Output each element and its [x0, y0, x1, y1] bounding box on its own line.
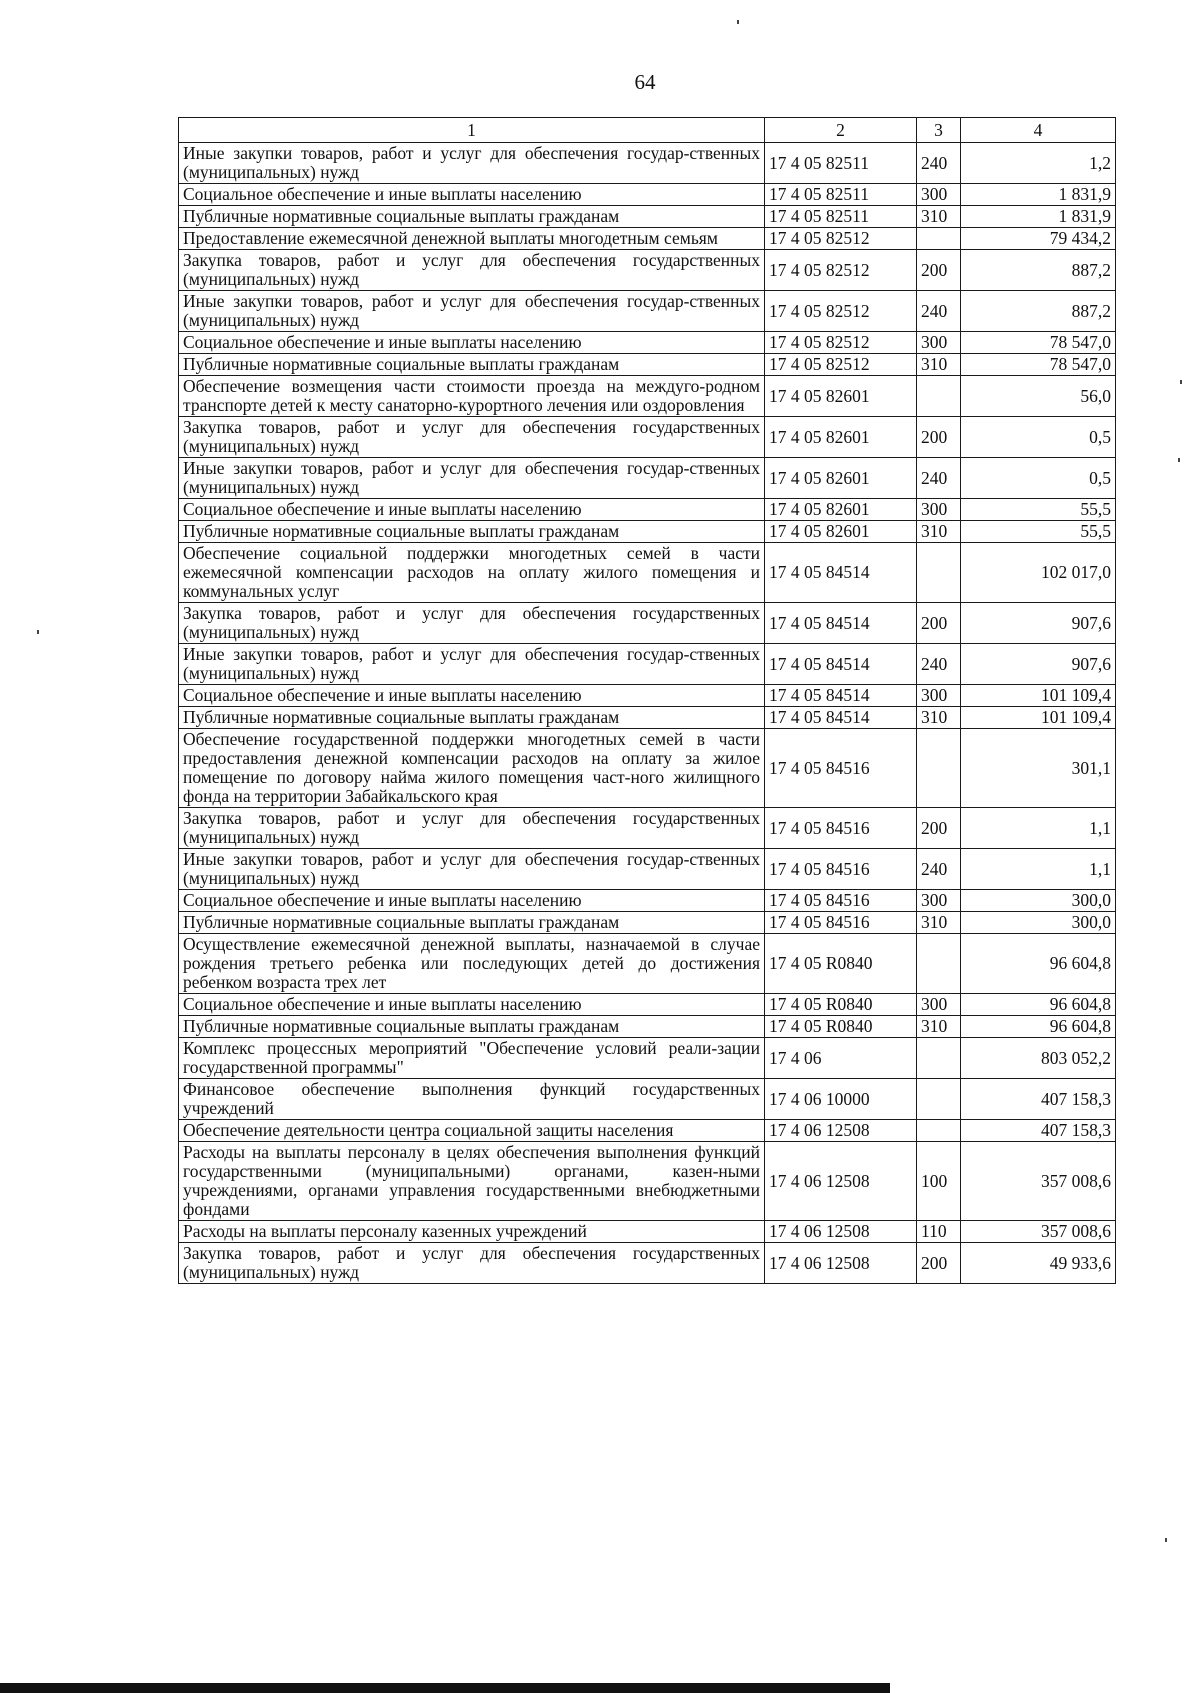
- table-row: [179, 1243, 1116, 1284]
- table-row: [179, 912, 1116, 934]
- cell-code: 17 4 05 84514: [765, 644, 917, 685]
- cell-name: Закупка товаров, работ и услуг для обеспечения государственных (муниципальных) нужд: [179, 1243, 765, 1284]
- cell-name: Социальное обеспечение и иные выплаты населению: [179, 685, 765, 707]
- cell-amount: 0,5: [961, 417, 1116, 458]
- cell-type: 300: [917, 994, 961, 1016]
- table-row: [179, 729, 1116, 808]
- cell-name: Публичные нормативные социальные выплаты гражданам: [179, 707, 765, 729]
- cell-type: 310: [917, 1016, 961, 1038]
- column-header-amount: 4: [961, 118, 1116, 143]
- table-row: [179, 206, 1116, 228]
- cell-code: 17 4 05 82601: [765, 376, 917, 417]
- cell-name: Социальное обеспечение и иные выплаты населению: [179, 184, 765, 206]
- cell-name: Закупка товаров, работ и услуг для обеспечения государственных (муниципальных) нужд: [179, 417, 765, 458]
- cell-type: 200: [917, 417, 961, 458]
- cell-name: Социальное обеспечение и иные выплаты населению: [179, 332, 765, 354]
- cell-code: 17 4 05 82511: [765, 206, 917, 228]
- cell-type: 100: [917, 1142, 961, 1221]
- cell-amount: 300,0: [961, 912, 1116, 934]
- cell-amount: 56,0: [961, 376, 1116, 417]
- table-row: [179, 1016, 1116, 1038]
- cell-code: 17 4 05 82512: [765, 332, 917, 354]
- cell-code: 17 4 05 84516: [765, 849, 917, 890]
- cell-amount: 407 158,3: [961, 1079, 1116, 1120]
- cell-type: 110: [917, 1221, 961, 1243]
- cell-name: Публичные нормативные социальные выплаты гражданам: [179, 1016, 765, 1038]
- cell-code: 17 4 05 82601: [765, 417, 917, 458]
- table-row: [179, 685, 1116, 707]
- cell-code: 17 4 05 84516: [765, 890, 917, 912]
- table-row: [179, 1079, 1116, 1120]
- table-row: [179, 458, 1116, 499]
- cell-type: 200: [917, 250, 961, 291]
- table-row: [179, 521, 1116, 543]
- cell-name: Обеспечение деятельности центра социальной защиты населения: [179, 1120, 765, 1142]
- table-row: [179, 1120, 1116, 1142]
- cell-amount: 887,2: [961, 250, 1116, 291]
- cell-type: 310: [917, 521, 961, 543]
- cell-type: 200: [917, 808, 961, 849]
- table-row: [179, 1142, 1116, 1221]
- cell-code: 17 4 05 R0840: [765, 994, 917, 1016]
- cell-amount: 96 604,8: [961, 934, 1116, 994]
- page-number: 64: [634, 70, 656, 94]
- table-row: [179, 143, 1116, 184]
- cell-amount: 1 831,9: [961, 206, 1116, 228]
- cell-amount: 101 109,4: [961, 685, 1116, 707]
- cell-type: [917, 729, 961, 808]
- cell-code: 17 4 05 82511: [765, 143, 917, 184]
- cell-type: [917, 1079, 961, 1120]
- cell-code: 17 4 05 84516: [765, 729, 917, 808]
- cell-type: 300: [917, 332, 961, 354]
- cell-amount: 55,5: [961, 499, 1116, 521]
- cell-name: Закупка товаров, работ и услуг для обеспечения государственных (муниципальных) нужд: [179, 808, 765, 849]
- cell-type: 240: [917, 458, 961, 499]
- cell-type: 300: [917, 184, 961, 206]
- table-row: [179, 890, 1116, 912]
- cell-code: 17 4 05 82601: [765, 499, 917, 521]
- table-row: [179, 644, 1116, 685]
- cell-type: 310: [917, 206, 961, 228]
- cell-type: [917, 543, 961, 603]
- cell-name: Осуществление ежемесячной денежной выплаты, назначаемой в случае рождения третьего ребенка или последующих детей до достижения ребенком возраста трех лет: [179, 934, 765, 994]
- cell-code: 17 4 06 12508: [765, 1243, 917, 1284]
- cell-amount: 96 604,8: [961, 994, 1116, 1016]
- cell-amount: 96 604,8: [961, 1016, 1116, 1038]
- cell-code: 17 4 05 82512: [765, 250, 917, 291]
- cell-name: Обеспечение государственной поддержки многодетных семей в части предоставления денежной компенсации расходов на оплату за жилое помещение по договору найма жилого помещения част-ного жилищного фонда на территории Забайкальского края: [179, 729, 765, 808]
- cell-code: 17 4 05 84516: [765, 912, 917, 934]
- scan-speck: [1178, 458, 1180, 462]
- table-row: [179, 808, 1116, 849]
- cell-code: 17 4 05 R0840: [765, 934, 917, 994]
- column-header-name: 1: [179, 118, 765, 143]
- cell-name: Закупка товаров, работ и услуг для обеспечения государственных (муниципальных) нужд: [179, 603, 765, 644]
- scan-speck: [37, 630, 39, 634]
- cell-amount: 78 547,0: [961, 332, 1116, 354]
- cell-code: 17 4 05 82511: [765, 184, 917, 206]
- cell-code: 17 4 06 12508: [765, 1221, 917, 1243]
- table-row: [179, 603, 1116, 644]
- cell-name: Публичные нормативные социальные выплаты гражданам: [179, 912, 765, 934]
- table-row: [179, 228, 1116, 250]
- cell-amount: 803 052,2: [961, 1038, 1116, 1079]
- cell-type: 310: [917, 354, 961, 376]
- cell-code: 17 4 05 84514: [765, 543, 917, 603]
- table-row: [179, 417, 1116, 458]
- cell-amount: 301,1: [961, 729, 1116, 808]
- cell-type: 240: [917, 644, 961, 685]
- cell-code: 17 4 06 10000: [765, 1079, 917, 1120]
- cell-name: Иные закупки товаров, работ и услуг для обеспечения государ-ственных (муниципальных) нужд: [179, 291, 765, 332]
- cell-amount: 357 008,6: [961, 1142, 1116, 1221]
- cell-amount: 102 017,0: [961, 543, 1116, 603]
- scan-speck: [1165, 1538, 1167, 1542]
- table-row: [179, 332, 1116, 354]
- cell-type: 240: [917, 291, 961, 332]
- cell-code: 17 4 06 12508: [765, 1120, 917, 1142]
- cell-amount: 78 547,0: [961, 354, 1116, 376]
- cell-type: 310: [917, 707, 961, 729]
- cell-name: Публичные нормативные социальные выплаты гражданам: [179, 206, 765, 228]
- cell-code: 17 4 05 84514: [765, 685, 917, 707]
- cell-type: 200: [917, 1243, 961, 1284]
- table-row: [179, 1038, 1116, 1079]
- cell-type: 240: [917, 849, 961, 890]
- scan-speck: [737, 20, 739, 24]
- cell-code: 17 4 06 12508: [765, 1142, 917, 1221]
- table-row: [179, 543, 1116, 603]
- cell-amount: 887,2: [961, 291, 1116, 332]
- cell-name: Социальное обеспечение и иные выплаты населению: [179, 890, 765, 912]
- cell-code: 17 4 05 84516: [765, 808, 917, 849]
- cell-name: Иные закупки товаров, работ и услуг для обеспечения государ-ственных (муниципальных) нужд: [179, 644, 765, 685]
- cell-name: Предоставление ежемесячной денежной выплаты многодетным семьям: [179, 228, 765, 250]
- cell-amount: 407 158,3: [961, 1120, 1116, 1142]
- cell-amount: 1,2: [961, 143, 1116, 184]
- cell-name: Иные закупки товаров, работ и услуг для обеспечения государ-ственных (муниципальных) нужд: [179, 143, 765, 184]
- table-row: [179, 994, 1116, 1016]
- cell-amount: 907,6: [961, 603, 1116, 644]
- cell-code: 17 4 05 82601: [765, 521, 917, 543]
- cell-name: Иные закупки товаров, работ и услуг для обеспечения государ-ственных (муниципальных) нужд: [179, 458, 765, 499]
- cell-type: [917, 376, 961, 417]
- cell-type: 300: [917, 890, 961, 912]
- cell-type: 310: [917, 912, 961, 934]
- cell-type: [917, 1120, 961, 1142]
- cell-name: Публичные нормативные социальные выплаты гражданам: [179, 354, 765, 376]
- cell-code: 17 4 05 82601: [765, 458, 917, 499]
- cell-amount: 907,6: [961, 644, 1116, 685]
- cell-amount: 357 008,6: [961, 1221, 1116, 1243]
- cell-type: [917, 934, 961, 994]
- cell-name: Иные закупки товаров, работ и услуг для обеспечения государ-ственных (муниципальных) нужд: [179, 849, 765, 890]
- table-row: [179, 376, 1116, 417]
- cell-amount: 55,5: [961, 521, 1116, 543]
- cell-name: Обеспечение социальной поддержки многодетных семей в части ежемесячной компенсации расходов на оплату жилого помещения и коммунальных услуг: [179, 543, 765, 603]
- table-row: [179, 184, 1116, 206]
- cell-amount: 101 109,4: [961, 707, 1116, 729]
- cell-type: [917, 1038, 961, 1079]
- table-header-row: [179, 118, 1116, 143]
- cell-amount: 300,0: [961, 890, 1116, 912]
- cell-type: 200: [917, 603, 961, 644]
- table-row: [179, 499, 1116, 521]
- cell-type: 300: [917, 499, 961, 521]
- cell-name: Публичные нормативные социальные выплаты гражданам: [179, 521, 765, 543]
- column-header-type: 3: [917, 118, 961, 143]
- table-row: [179, 1221, 1116, 1243]
- column-header-code: 2: [765, 118, 917, 143]
- cell-amount: 79 434,2: [961, 228, 1116, 250]
- cell-code: 17 4 05 84514: [765, 707, 917, 729]
- table-row: [179, 934, 1116, 994]
- table-row: [179, 707, 1116, 729]
- cell-amount: 0,5: [961, 458, 1116, 499]
- cell-amount: 1,1: [961, 808, 1116, 849]
- cell-name: Комплекс процессных мероприятий "Обеспечение условий реали-зации государственной программы": [179, 1038, 765, 1079]
- cell-name: Расходы на выплаты персоналу в целях обеспечения выполнения функций государственными (муниципальными) органами, казен-ными учреждениями, органами управления государственными внебюджетными фондами: [179, 1142, 765, 1221]
- cell-amount: 1,1: [961, 849, 1116, 890]
- table-row: [179, 354, 1116, 376]
- scan-edge-bar: [0, 1683, 890, 1693]
- cell-name: Обеспечение возмещения части стоимости проезда на междуго-родном транспорте детей к месту санаторно-курортного лечения или оздоровления: [179, 376, 765, 417]
- cell-code: 17 4 05 R0840: [765, 1016, 917, 1038]
- table-row: [179, 291, 1116, 332]
- cell-amount: 1 831,9: [961, 184, 1116, 206]
- cell-code: 17 4 05 82512: [765, 354, 917, 376]
- cell-type: 300: [917, 685, 961, 707]
- cell-type: [917, 228, 961, 250]
- cell-amount: 49 933,6: [961, 1243, 1116, 1284]
- cell-code: 17 4 06: [765, 1038, 917, 1079]
- cell-name: Социальное обеспечение и иные выплаты населению: [179, 499, 765, 521]
- table-row: [179, 250, 1116, 291]
- scan-speck: [1180, 380, 1182, 384]
- cell-code: 17 4 05 84514: [765, 603, 917, 644]
- cell-code: 17 4 05 82512: [765, 291, 917, 332]
- cell-name: Социальное обеспечение и иные выплаты населению: [179, 994, 765, 1016]
- cell-name: Финансовое обеспечение выполнения функций государственных учреждений: [179, 1079, 765, 1120]
- budget-table: [178, 117, 1116, 1284]
- table-body: [179, 143, 1116, 1284]
- cell-type: 240: [917, 143, 961, 184]
- cell-name: Закупка товаров, работ и услуг для обеспечения государственных (муниципальных) нужд: [179, 250, 765, 291]
- cell-code: 17 4 05 82512: [765, 228, 917, 250]
- table-row: [179, 849, 1116, 890]
- cell-name: Расходы на выплаты персоналу казенных учреждений: [179, 1221, 765, 1243]
